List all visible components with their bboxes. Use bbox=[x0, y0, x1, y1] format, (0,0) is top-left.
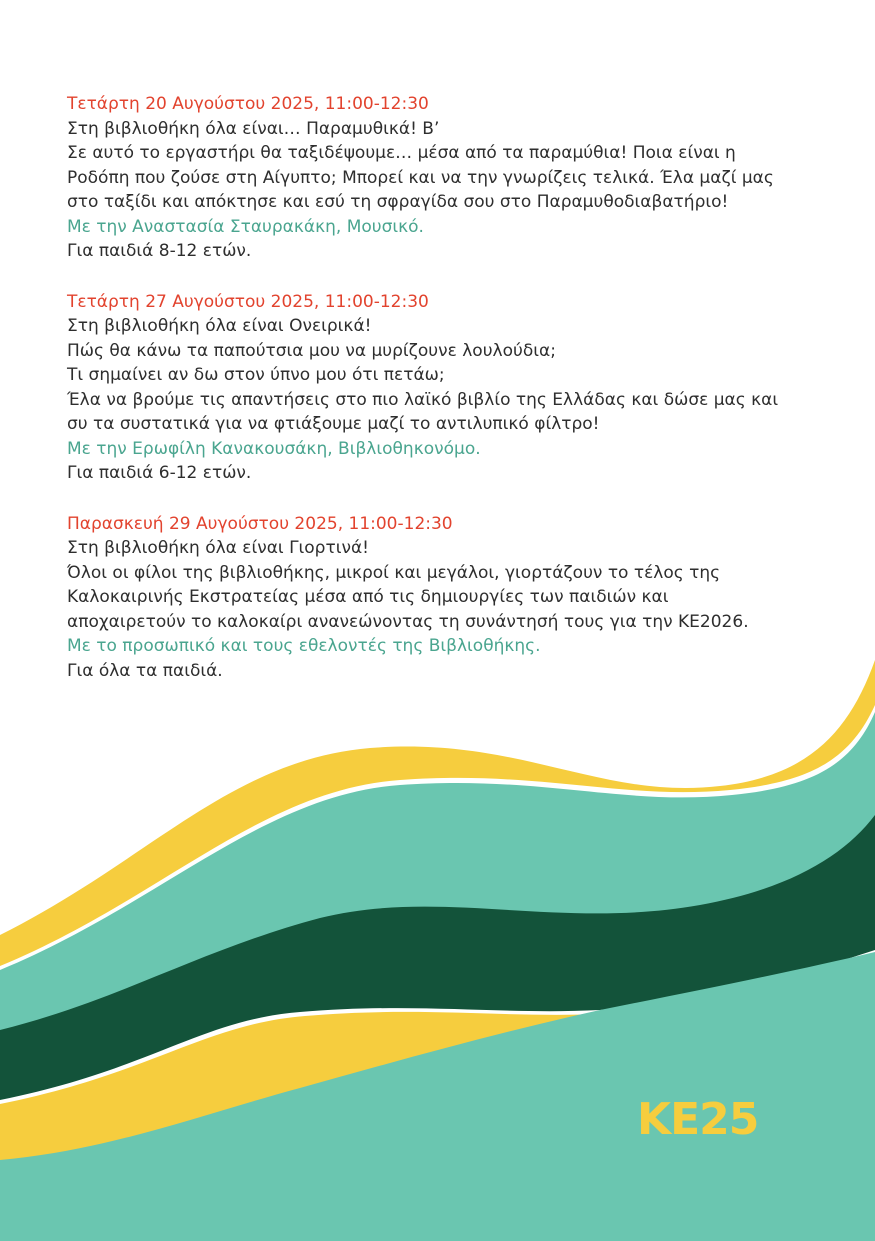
event-audience: Για παιδιά 8-12 ετών. bbox=[67, 241, 252, 261]
event-2 bbox=[67, 290, 827, 486]
event-description-line: Σε αυτό το εργαστήρι θα ταξιδέψουμε… μέσα από τα παραμύθια! Ποια είναι η bbox=[67, 143, 736, 163]
ke25-logo: ΚΕ25 bbox=[637, 1094, 759, 1145]
event-description-line: Καλοκαιρινής Εκστρατείας μέσα από τις δημιουργίες των παιδιών και bbox=[67, 587, 669, 607]
event-date: Τετάρτη 27 Αυγούστου 2025, 11:00-12:30 bbox=[67, 291, 429, 312]
event-host: Με το προσωπικό και τους εθελοντές της Βιβλιοθήκης. bbox=[67, 636, 541, 656]
event-3 bbox=[67, 512, 827, 684]
event-audience: Για όλα τα παιδιά. bbox=[67, 660, 223, 681]
event-title: Στη βιβλιοθήκη όλα είναι Γιορτινά! bbox=[67, 538, 369, 558]
event-description-line: Τι σημαίνει αν δω στον ύπνο μου ότι πετάω; bbox=[67, 365, 445, 385]
event-description-line: Έλα να βρούμε τις απαντήσεις στο πιο λαϊκό βιβλίο της Ελλάδας και δώσε μας και bbox=[67, 389, 779, 410]
event-description-line: αποχαιρετούν το καλοκαίρι ανανεώνοντας τη συνάντησή τους για την ΚΕ2026. bbox=[67, 611, 749, 632]
event-description-line: Όλοι οι φίλοι της βιβλιοθήκης, μικροί και μεγάλοι, γιορτάζουν το τέλος της bbox=[67, 562, 721, 583]
event-description-line: Πώς θα κάνω τα παπούτσια μου να μυρίζουνε λουλούδια; bbox=[67, 340, 556, 361]
event-date: Τετάρτη 20 Αυγούστου 2025, 11:00-12:30 bbox=[67, 94, 429, 114]
events-list bbox=[67, 92, 827, 709]
event-title: Στη βιβλιοθήκη όλα είναι Ονειρικά! bbox=[67, 316, 372, 336]
event-title: Στη βιβλιοθήκη όλα είναι… Παραμυθικά! Β’ bbox=[67, 118, 440, 139]
event-audience: Για παιδιά 6-12 ετών. bbox=[67, 463, 252, 483]
event-host: Με την Ερωφίλη Κανακουσάκη, Βιβλιοθηκονόμο. bbox=[67, 438, 481, 459]
event-description-line: Ροδόπη που ζούσε στη Αίγυπτο; Μπορεί και να την γνωρίζεις τελικά. Έλα μαζί μας bbox=[67, 167, 774, 188]
event-host: Με την Αναστασία Σταυρακάκη, Μουσικό. bbox=[67, 216, 424, 237]
event-1 bbox=[67, 92, 827, 264]
event-description-line: στο ταξίδι και απόκτησε και εσύ τη σφραγίδα σου στο Παραμυθοδιαβατήριο! bbox=[67, 192, 729, 212]
event-description-line: συ τα συστατικά για να φτιάξουμε μαζί το αντιλυπικό φίλτρο! bbox=[67, 414, 600, 434]
event-date: Παρασκευή 29 Αυγούστου 2025, 11:00-12:30 bbox=[67, 513, 453, 534]
